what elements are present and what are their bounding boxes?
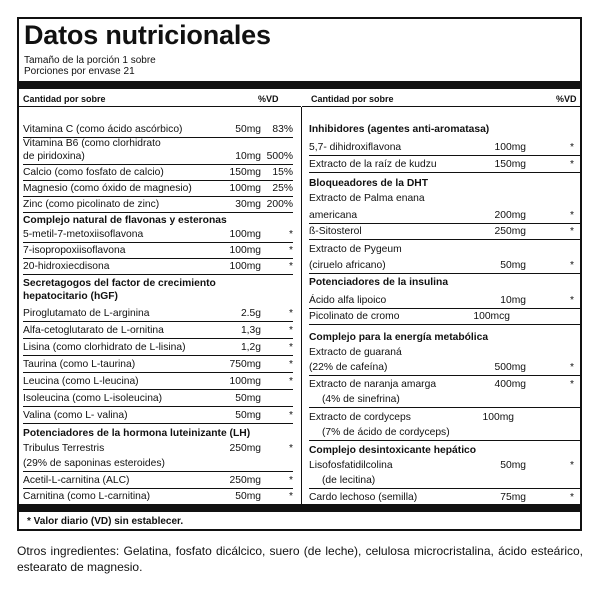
serving-size: Tamaño de la porción 1 sobre [24, 55, 156, 66]
daily-value: * [288, 410, 293, 421]
daily-value: 15% [272, 167, 293, 178]
section-heading-potenciadores-de-la-hormona-luteinizante [23, 427, 293, 441]
nutrient-row-extracto-de-guarana [309, 346, 580, 360]
nutrient-row-7-isopropoxiisoflavona [23, 244, 293, 259]
nutrient-label: 5-metil-7-metoxiisoflavona [23, 229, 144, 240]
section-heading-complejo-desintoxicante-hepatico [309, 444, 580, 458]
nutrient-amount: 50mg [235, 410, 261, 421]
nutrient-label: Taurina (como L-taurina) [23, 359, 136, 370]
daily-value: * [569, 492, 574, 503]
nutrient-amount: 10mg [235, 151, 261, 162]
nutrient-row-zinc-como-picolinato-de-zinc [23, 198, 293, 213]
nutrient-row-piroglutamato-de-l-arginina [23, 307, 293, 322]
nutrient-row-picolinato-de-cromo [309, 310, 580, 325]
nutrient-amount: 200mg [494, 210, 526, 221]
nutrient-label: Leucina (como L-leucina) [23, 376, 139, 387]
nutrient-amount: 30mg [235, 199, 261, 210]
daily-value: * [288, 325, 293, 336]
nutrient-row-de-lecitina [309, 474, 580, 489]
nutrient-label: Secretagogos del factor de crecimiento [23, 278, 216, 289]
left-column-header: Cantidad por sobre [23, 94, 106, 104]
daily-value: * [288, 342, 293, 353]
right-dv-header: %VD [556, 94, 577, 104]
section-heading-hepatocitario-hgf [23, 290, 293, 304]
nutrient-label: Extracto de Pygeum [309, 244, 402, 255]
nutrient-label: (22% de cafeína) [309, 362, 388, 373]
right-column-header: Cantidad por sobre [311, 94, 394, 104]
nutrient-row-5-metil-7-metoxiisoflavona [23, 228, 293, 243]
section-heading-inhibidores-agentes-anti-aromatasa [309, 123, 580, 137]
nutrient-label: Valina (como L- valina) [23, 410, 128, 421]
nutrient-row-calcio-como-fosfato-de-calcio [23, 166, 293, 181]
nutrient-amount: 50mg [500, 460, 526, 471]
column-divider [301, 107, 302, 504]
nutrient-amount: 50mg [235, 393, 261, 404]
other-ingredients: Otros ingredientes: Gelatina, fosfato dicálcico, suero (de leche), celulosa microcristalina, ácido esteárico, estearato de magnesio. [17, 544, 583, 574]
nutrient-row-extracto-de-naranja-amarga [309, 378, 580, 392]
nutrient-row-acido-alfa-lipoico [309, 294, 580, 309]
nutrient-amount: 75mg [500, 492, 526, 503]
nutrient-row-cardo-lechoso-semilla [309, 491, 580, 505]
daily-value: * [288, 359, 293, 370]
nutrient-amount: 150mg [494, 159, 526, 170]
nutrient-row-20-hidroxiecdisona [23, 260, 293, 275]
daily-value: * [569, 379, 574, 390]
nutrient-row-4-de-sinefrina [309, 393, 580, 408]
nutrient-amount: 250mg [229, 475, 261, 486]
daily-value: * [569, 362, 574, 373]
nutrient-label: ß-Sitosterol [309, 226, 362, 237]
nutrient-amount: 100mg [229, 229, 261, 240]
top-thick-rule [19, 81, 580, 89]
nutrient-label: Inhibidores (agentes anti-aromatasa) [309, 124, 490, 135]
nutrition-facts-panel [17, 17, 582, 531]
nutrient-row-7-de-acido-de-cordyceps [309, 426, 580, 441]
nutrient-row-americana [309, 209, 580, 224]
nutrient-row-vitamina-b6-como-clorhidrato [23, 137, 293, 151]
nutrient-label: Cardo lechoso (semilla) [309, 492, 418, 503]
daily-value: * [569, 142, 574, 153]
nutrient-label: Tribulus Terrestris [23, 443, 105, 454]
daily-value: * [569, 460, 574, 471]
nutrient-amount: 2.5g [240, 308, 261, 319]
nutrient-label: Alfa-cetoglutarato de L-ornitina [23, 325, 164, 336]
right-header-rule [302, 106, 580, 107]
nutrient-amount: 50mg [500, 260, 526, 271]
nutrient-label: Lisofosfatidilcolina [309, 460, 393, 471]
left-dv-header: %VD [258, 94, 279, 104]
nutrient-label: Lisina (como clorhidrato de L-lisina) [23, 342, 186, 353]
nutrient-row-29-de-saponinas-esteroides [23, 457, 293, 472]
nutrient-label: 5,7- dihidroxiflavona [309, 142, 402, 153]
nutrient-label: Zinc (como picolinato de zinc) [23, 199, 160, 210]
nutrient-amount: 250mg [229, 443, 261, 454]
servings-per-container: Porciones por envase 21 [24, 65, 135, 77]
nutrient-row-carnitina-como-l-carnitina [23, 490, 293, 504]
nutrient-label: americana [309, 210, 358, 221]
nutrient-amount: 100mg [229, 245, 261, 256]
nutrient-amount: 100mg [229, 183, 261, 194]
nutrient-amount: 50mg [235, 491, 261, 502]
nutrient-row-22-de-cafeina [309, 361, 580, 376]
nutrient-row-lisina-como-clorhidrato-de-l-lisina [23, 341, 293, 356]
nutrient-label: Vitamina B6 (como clorhidrato [23, 138, 161, 149]
nutrient-label: (7% de ácido de cordyceps) [322, 427, 450, 438]
left-header-rule [19, 106, 301, 107]
nutrient-row-extracto-de-la-raiz-de-kudzu [309, 158, 580, 173]
nutrient-label: Extracto de la raíz de kudzu [309, 159, 437, 170]
nutrient-row-extracto-de-pygeum [309, 243, 580, 257]
daily-value: * [569, 210, 574, 221]
nutrient-amount: 1,2g [240, 342, 261, 353]
daily-value: * [288, 491, 293, 502]
nutrient-row-ciruelo-africano [309, 259, 580, 274]
nutrient-label: Vitamina C (como ácido ascórbico) [23, 124, 183, 135]
serving-info [24, 56, 156, 77]
nutrient-label: (ciruelo africano) [309, 260, 386, 271]
nutrient-row-sitosterol [309, 225, 580, 240]
nutrient-label: (29% de saponinas esteroides) [23, 458, 165, 469]
nutrient-amount: 250mg [494, 226, 526, 237]
nutrient-row-valina-como-l-valina [23, 409, 293, 424]
nutrient-label: Extracto de Palma enana [309, 193, 425, 204]
daily-value: * [569, 260, 574, 271]
nutrient-amount: 100mg [482, 412, 514, 423]
footnote: * Valor diario (VD) sin establecer. [27, 516, 184, 527]
section-heading-potenciadores-de-la-insulina [309, 276, 580, 290]
bottom-thick-rule [19, 504, 580, 512]
nutrient-label: Piroglutamato de L-arginina [23, 308, 150, 319]
daily-value: * [288, 245, 293, 256]
nutrient-row-taurina-como-l-taurina [23, 358, 293, 373]
daily-value: * [288, 475, 293, 486]
nutrient-row-isoleucina-como-l-isoleucina [23, 392, 293, 407]
panel-title: Datos nutricionales [24, 20, 271, 50]
nutrient-row-lisofosfatidilcolina [309, 459, 580, 473]
daily-value: * [288, 261, 293, 272]
nutrient-amount: 100mg [229, 376, 261, 387]
nutrient-label: Extracto de naranja amarga [309, 379, 437, 390]
nutrient-label: Extracto de cordyceps [309, 412, 411, 423]
nutrient-label: Potenciadores de la hormona luteinizante (LH) [23, 428, 251, 439]
daily-value: * [288, 308, 293, 319]
nutrient-amount: 10mg [500, 295, 526, 306]
nutrient-label: Extracto de guaraná [309, 347, 402, 358]
nutrient-row-de-piridoxina [23, 150, 293, 165]
daily-value: 83% [272, 124, 293, 135]
daily-value: * [288, 443, 293, 454]
section-heading-bloqueadores-de-la-dht [309, 177, 580, 191]
nutrient-row-acetil-l-carnitina-alc [23, 474, 293, 489]
nutrient-amount: 750mg [229, 359, 261, 370]
nutrient-label: Picolinato de cromo [309, 311, 400, 322]
nutrient-label: Complejo natural de flavonas y esteronas [23, 215, 227, 226]
daily-value: 25% [272, 183, 293, 194]
nutrient-row-vitamina-c-como-acido-ascorbico [23, 123, 293, 138]
nutrient-label: hepatocitario (hGF) [23, 291, 118, 302]
nutrient-label: Calcio (como fosfato de calcio) [23, 167, 164, 178]
nutrient-amount: 400mg [494, 379, 526, 390]
nutrient-label: 7-isopropoxiisoflavona [23, 245, 126, 256]
daily-value: 500% [266, 151, 293, 162]
nutrient-row-extracto-de-cordyceps [309, 411, 580, 425]
section-heading-complejo-para-la-energia-metabolica [309, 331, 580, 345]
nutrient-label: Ácido alfa lipoico [309, 295, 387, 306]
daily-value: * [288, 376, 293, 387]
nutrient-label: Potenciadores de la insulina [309, 277, 449, 288]
nutrient-amount: 1,3g [240, 325, 261, 336]
nutrient-amount: 100mg [494, 142, 526, 153]
nutrient-row-5-7-dihidroxiflavona [309, 141, 580, 156]
section-heading-complejo-natural-de-flavonas-y-esteronas [23, 214, 293, 228]
nutrient-row-magnesio-como-oxido-de-magnesio [23, 182, 293, 197]
nutrient-label: Complejo desintoxicante hepático [309, 445, 477, 456]
nutrient-label: Bloqueadores de la DHT [309, 178, 429, 189]
daily-value: 200% [266, 199, 293, 210]
nutrient-label: (4% de sinefrina) [322, 394, 400, 405]
nutrient-amount: 100mcg [473, 311, 510, 322]
section-heading-secretagogos-del-factor-de-crecimiento [23, 277, 293, 291]
nutrient-label: Carnitina (como L-carnitina) [23, 491, 151, 502]
nutrient-label: Complejo para la energía metabólica [309, 332, 489, 343]
nutrient-row-alfa-cetoglutarato-de-l-ornitina [23, 324, 293, 339]
daily-value: * [569, 226, 574, 237]
nutrient-amount: 50mg [235, 124, 261, 135]
nutrient-row-extracto-de-palma-enana [309, 192, 580, 206]
nutrient-label: Acetil-L-carnitina (ALC) [23, 475, 130, 486]
nutrient-label: de piridoxina) [23, 151, 85, 162]
nutrient-label: (de lecitina) [322, 475, 376, 486]
daily-value: * [288, 229, 293, 240]
nutrient-label: Magnesio (como óxido de magnesio) [23, 183, 192, 194]
daily-value: * [569, 295, 574, 306]
nutrient-row-tribulus-terrestris [23, 442, 293, 456]
daily-value: * [569, 159, 574, 170]
nutrient-amount: 100mg [229, 261, 261, 272]
nutrient-row-leucina-como-l-leucina [23, 375, 293, 390]
nutrient-amount: 500mg [494, 362, 526, 373]
nutrient-amount: 150mg [229, 167, 261, 178]
nutrient-label: Isoleucina (como L-isoleucina) [23, 393, 163, 404]
nutrient-label: 20-hidroxiecdisona [23, 261, 110, 272]
